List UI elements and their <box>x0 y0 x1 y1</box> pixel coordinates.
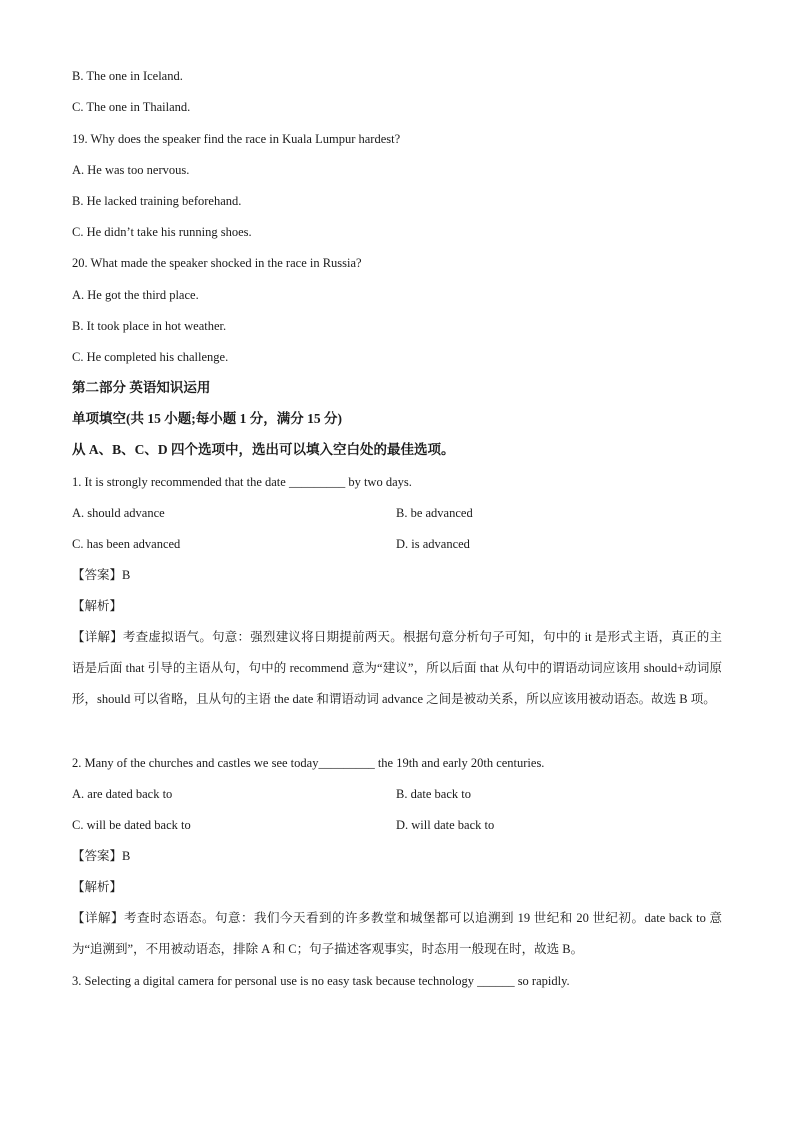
item2-option-d: D. will date back to <box>396 818 495 832</box>
item1-analysis-label: 【解析】 <box>72 599 123 613</box>
item2-answer: 【答案】B <box>72 849 131 863</box>
item1-detail: 【详解】考查虚拟语气。句意：强烈建议将日期提前两天。根据句意分析句子可知，句中的 it 是形式主语，真正的主语是后面 that 引导的主语从句，句中的 recommend 意为“建议”，所以后面 that 从句中的谓语动词应该用 should+动词原形，should 可以省略，且从句的主语 the date 和谓语动词 advance 之间是被动关系，所以应该用被动语态。故选 B 项。 <box>72 630 722 706</box>
q19-option-a: A. He was too nervous. <box>72 163 190 177</box>
q18-option-c: C. The one in Thailand. <box>72 100 191 114</box>
item2-analysis-label: 【解析】 <box>72 880 123 894</box>
item2-option-c: C. will be dated back to <box>72 818 191 832</box>
item2-question: 2. Many of the churches and castles we see today_________ the 19th and early 20th centuries. <box>72 756 545 770</box>
item1-option-c: C. has been advanced <box>72 537 181 551</box>
q20-option-b: B. It took place in hot weather. <box>72 319 227 333</box>
q20-question: 20. What made the speaker shocked in the race in Russia? <box>72 256 362 270</box>
q20-option-c: C. He completed his challenge. <box>72 350 229 364</box>
item1-option-b: B. be advanced <box>396 506 473 520</box>
item1-option-d: D. is advanced <box>396 537 470 551</box>
q19-option-b: B. He lacked training beforehand. <box>72 194 242 208</box>
item1-answer: 【答案】B <box>72 568 131 582</box>
q19-question: 19. Why does the speaker find the race in Kuala Lumpur hardest? <box>72 132 401 146</box>
item2-option-a: A. are dated back to <box>72 787 173 801</box>
item3-question: 3. Selecting a digital camera for personal use is no easy task because technology ______ so rapidly. <box>72 974 570 988</box>
q19-option-c: C. He didn’t take his running shoes. <box>72 225 252 239</box>
item1-option-a: A. should advance <box>72 506 165 520</box>
item1-question: 1. It is strongly recommended that the date _________ by two days. <box>72 475 412 489</box>
q20-option-a: A. He got the third place. <box>72 288 199 302</box>
item2-option-b: B. date back to <box>396 787 471 801</box>
part2-title: 第二部分 英语知识运用 <box>72 380 211 395</box>
item2-detail: 【详解】考查时态语态。句意：我们今天看到的许多教堂和城堡都可以追溯到 19 世纪和 20 世纪初。date back to 意为“追溯到”，不用被动语态，排除 A 和 C；句子描述客观事实，时态用一般现在时，故选 B。 <box>72 911 722 956</box>
section-instruction: 从 A、B、C、D 四个选项中，选出可以填入空白处的最佳选项。 <box>72 442 455 457</box>
section-title: 单项填空(共 15 小题;每小题 1 分，满分 15 分) <box>72 411 342 426</box>
q18-option-b: B. The one in Iceland. <box>72 69 183 83</box>
